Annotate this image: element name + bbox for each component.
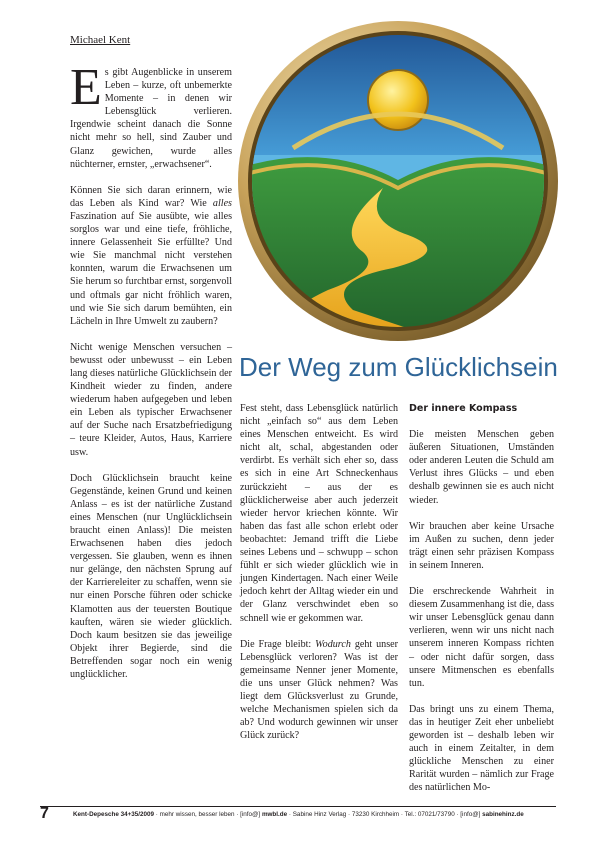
paragraph: Die Frage bleibt: Wodurch geht unser Lebensglück verloren? Was ist der gemeinsame Nenner jener Momente, die uns unser Glück nehmen? Was liegt dem Glücksverlust zu Grunde, welche Mechanismen spielen sich da ab? Und wodurch gewinnen wir unser Glück zurück? [240,638,398,742]
circular-landscape-illustration [233,20,563,342]
headline: Der Weg zum Glücklichsein [239,352,558,382]
article-column-3 [409,402,554,807]
subheading: Der innere Kompass [409,403,518,414]
paragraph: Wir brauchen aber keine Ursache im Außen zu suchen, denn jeder trägt einen sehr präzisen Kompass in seinem Inneren. [409,520,554,571]
paragraph: Nicht wenige Menschen versuchen – bewusst oder unbewusst – ein Leben lang dieses natürliche Glücklichsein der Kindheit wieder zu finden, andere wiederum haben aufgegeben und leben ein Leben als typischer Erwachsener auf der Suche nach Ersatzbefriedigung – teure Kleider, Autos, Haus, Karriere usw. [70,341,232,458]
sun [368,70,428,130]
website-link-sabinehinz[interactable]: sabinehinz.de [482,811,524,818]
author-name: Michael Kent [70,34,131,46]
footer-line: Kent-Depesche 34+35/2009 · mehr wissen, besser leben · [info@] mwbl.de · Sabine Hinz Verlag · 73230 Kirchheim · Tel.: 07021/73790 · [info@] sabinehinz.de [73,811,524,818]
website-link-mwbl[interactable]: mwbl.de [261,811,288,818]
paragraph: Das bringt uns zu einem Thema, das in heutiger Zeit eher unbeliebt geworden ist – deshalb leben wir auch in einem Zeitalter, in dem glückliche Menschen zu einer Rarität wurden – nämlich zur Frage des natürlichen Mo- [409,703,554,794]
drop-cap: E [70,59,102,116]
magazine-issue: Kent-Depesche 34+35/2009 [73,811,155,818]
page-number: 7 [40,805,49,822]
footer-rule [40,806,556,807]
paragraph: Fest steht, dass Lebensglück natürlich nicht „einfach so“ aus dem Leben eines Menschen entweicht. Es wird nicht alt, schal, abgestanden oder verdirbt. Es verhält sich eher so, dass es sich in eine Art Schneckenhaus zurückzieht – aus der es glücklicherweise aber auch jederzeit wieder hervor kriechen könnte. Wir haben das fast alle schon erlebt oder beobachtet: Jemand trifft die Liebe seines Lebens und – schwupp – schon fühlt er sich wieder glücklich wie in jungen Kindertagen. Nach einer Weile jedoch kehrt der Alltag wieder ein und der Glanz verschwindet eben so schnell wie er gekommen war. [240,403,398,624]
paragraph: Die meisten Menschen geben äußeren Situationen, Umständen oder anderen Leuten die Schuld am Verlust ihres Glücks – und eben deshalb gewinnen sie es auch nicht wieder. [409,429,554,506]
article-column-1 [70,59,232,694]
paragraph: Doch Glücklichsein braucht keine Gegenstände, keinen Grund und keinen Anlass – es ist der natürliche Zustand eines Menschen (nur Unglücklichsein braucht einen Anlass)! Die meisten Erwachsenen haben dies jedoch vergessen. Sie glauben, wenn es ihnen nur gelänge, den nächsten Sprung auf der Karriereleiter zu schaffen, wenn sie nur einen Porsche führen oder schicke Klamotten aus der teuersten Boutique kauften, wären sie wieder glücklich. Doch kaum besitzen sie das jeweilige Objekt ihrer Begierde, sind die Betreffenden sogar noch ein wenig unglücklicher. [70,472,232,681]
paragraph: Können Sie sich daran erinnern, wie das Leben als Kind war? Wie alles Faszination auf Sie ausübte, wie alles sorglos war und eine tiefe, fröhliche, innere Gelassenheit Sie erfüllte? Und wie Sie manchmal nicht verstehen konnten, warum die Erwachsenen um Sie herum so furchtbar ernst, sorgenvoll und oftmals gar nicht fröhlich waren, und wie Sie sich darum bemühten, ein Lächeln in Ihre Umwelt zu zaubern? [70,184,232,327]
intro-paragraph: Es gibt Augenblicke in unserem Leben – kurze, oft unbemerkte Momente – in denen wir Lebensglück verlieren. Irgendwie scheint danach die Sonne nicht mehr so hell, sind Zauber und Glanz gewichen, wurde alles nüchterner, ernster, „erwachsener“. [70,59,232,170]
article-column-2 [240,402,398,755]
paragraph: Die erschreckende Wahrheit in diesem Zusammenhang ist die, dass wir unser Lebensglück genau dann verlieren, wenn wir uns nicht nach unserem inneren Kompass richten – oder nicht dafür sorgen, dass unsere Mitmenschen es ebenfalls tun. [409,586,554,689]
